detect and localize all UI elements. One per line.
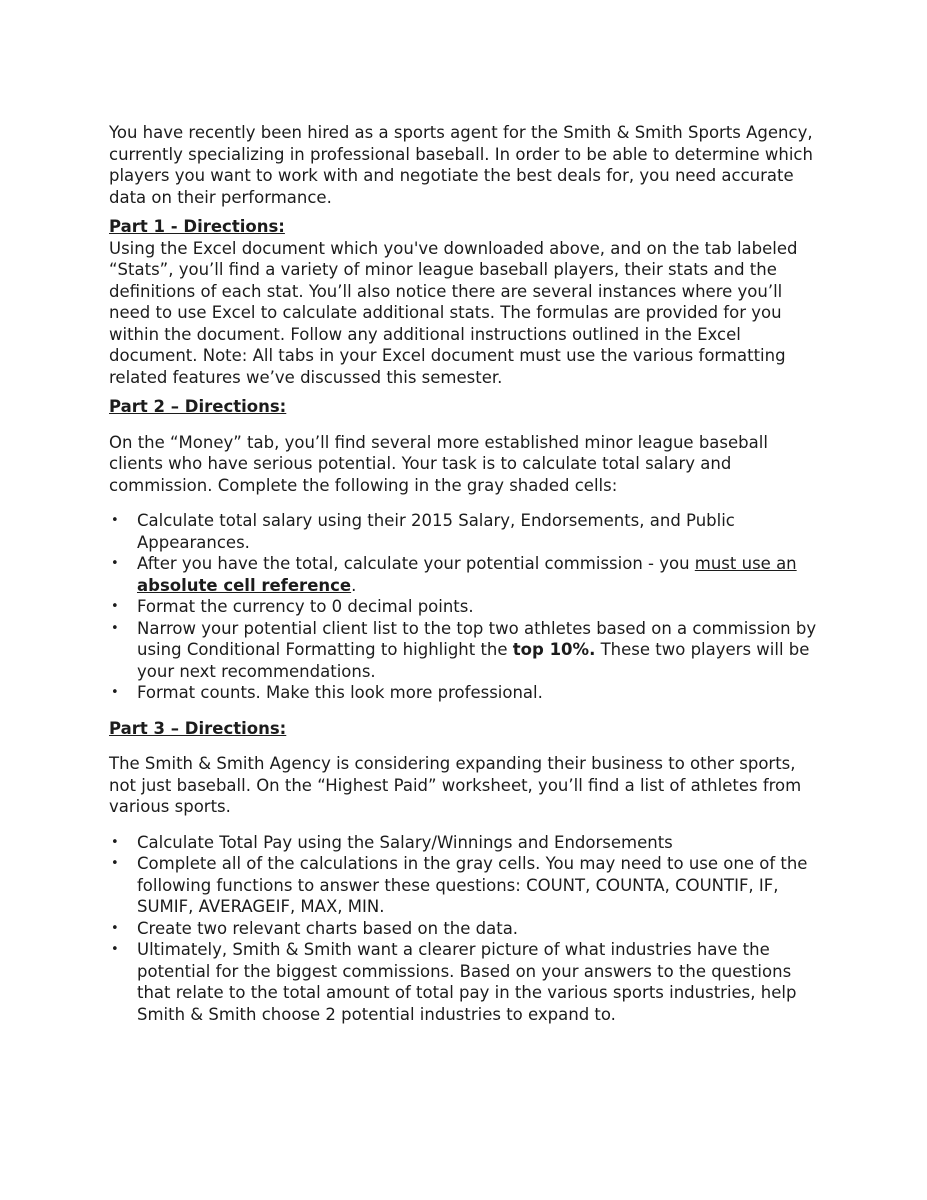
- list-item-text: Ultimately, Smith & Smith want a clearer picture of what industries have the potential for the biggest commissions. Based on your answers to the questions that relate to the total amount of total pay in the various sports industries, help Smith & Smith choose 2 potential industries to expand to.: [137, 940, 797, 1024]
- list-item: [109, 853, 821, 918]
- bullet-icon: •: [111, 685, 119, 700]
- bullet-icon: •: [111, 556, 119, 571]
- list-item: [109, 939, 821, 1025]
- spacer: [109, 418, 821, 432]
- list-item: [109, 918, 821, 940]
- spacer: [109, 818, 821, 832]
- bullet-icon: •: [111, 834, 119, 850]
- intro-paragraph: You have recently been hired as a sports agent for the Smith & Smith Sports Agency, currently specializing in professional baseball. In order to be able to determine which players you want to work with and negotiate the best deals for, you need accurate data on their performance.: [109, 123, 813, 207]
- spacer: [109, 496, 821, 510]
- list-item: [109, 832, 821, 854]
- document-page: [109, 122, 821, 1025]
- bullet-icon: •: [111, 599, 119, 614]
- part2-body: On the “Money” tab, you’ll find several more established minor league baseball clients who have serious potential. Your task is to calculate total salary and commission. Complete the following in the gray shaded cells:: [109, 432, 768, 495]
- list-item-text: Format the currency to 0 decimal points.: [137, 597, 474, 616]
- emphasis-text: must use an: [694, 554, 797, 573]
- list-item-text: These two players will be your next recommendations.: [137, 640, 810, 681]
- part1-heading: Part 1 - Directions:: [109, 217, 285, 236]
- list-item-text: Narrow your potential client list to the top two athletes based on a commission by using Conditional Formatting to highlight the: [137, 618, 817, 659]
- bullet-icon: •: [111, 856, 119, 871]
- bullet-icon: •: [111, 620, 119, 636]
- part1-body: Using the Excel document which you've downloaded above, and on the tab labeled “Stats”, you’ll find a variety of minor league baseball players, their stats and the definitions of each stat. You’ll also notice there are several instances where you’ll need to use Excel to calculate additional stats. The formulas are provided for you within the document. Follow any additional instructions outlined in the Excel document. Note: All tabs in your Excel document must use the various formatting related features we’ve discussed this semester.: [109, 238, 798, 387]
- list-item-text: Complete all of the calculations in the gray cells. You may need to use one of the following functions to answer these questions: COUNT, COUNTA, COUNTIF, IF, SUMIF, AVERAGEIF, MAX, MIN.: [137, 854, 808, 916]
- bold-emphasis-text: absolute cell reference: [137, 575, 352, 595]
- list-item: [109, 682, 821, 704]
- list-item-text: After you have the total, calculate your potential commission - you: [137, 554, 695, 573]
- part3-heading: Part 3 – Directions:: [109, 718, 287, 738]
- spacer: [109, 208, 821, 216]
- list-item: [109, 596, 821, 618]
- list-item-text: Create two relevant charts based on the data.: [137, 918, 519, 938]
- list-item: [109, 618, 821, 683]
- bold-emphasis-text: top 10%.: [512, 640, 596, 659]
- bullet-icon: •: [111, 942, 119, 957]
- bullet-icon: •: [111, 513, 119, 528]
- spacer: [109, 704, 821, 718]
- part2-bullet-list: [109, 510, 821, 704]
- part2-heading: Part 2 – Directions:: [109, 397, 287, 416]
- bullet-icon: •: [111, 920, 119, 936]
- list-item: [109, 510, 821, 553]
- part3-body: The Smith & Smith Agency is considering expanding their business to other sports, not just baseball. On the “Highest Paid” worksheet, you’ll find a list of athletes from various sports.: [109, 754, 802, 816]
- list-item-text: Calculate Total Pay using the Salary/Winnings and Endorsements: [137, 832, 673, 852]
- list-item: [109, 553, 821, 596]
- list-item-text: Format counts. Make this look more professional.: [137, 683, 543, 702]
- part3-bullet-list: [109, 832, 821, 1026]
- spacer: [109, 388, 821, 396]
- spacer: [109, 739, 821, 753]
- list-item-text: Calculate total salary using their 2015 Salary, Endorsements, and Public Appearances.: [137, 511, 735, 552]
- list-item-text: .: [351, 575, 357, 595]
